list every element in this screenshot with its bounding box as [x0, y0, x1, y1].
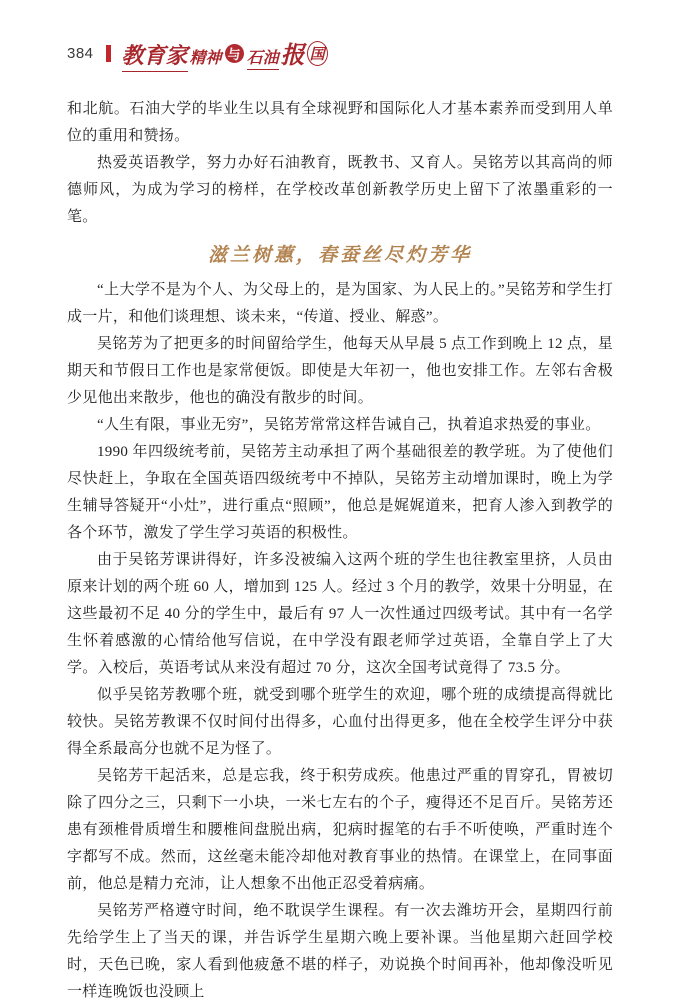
- section-heading: 滋兰树蕙，春蚕丝尽灼芳华: [207, 245, 472, 266]
- logo-text-shiyou: 石油: [247, 45, 279, 70]
- book-title-logo: [122, 35, 328, 72]
- section-paragraph: 吴铭芳严格遵守时间，绝不耽误学生课程。有一次去潍坊开会，星期四行前先给学生上了当天的课，并告诉学生星期六晚上要补课。当他星期六赶回学校时，天色已晚，家人看到他疲惫不堪的样子，劝说换个时间再补，他却像没听见一样连晚饭也没顾上: [67, 903, 613, 1000]
- section-paragraph: “人生有限，事业无穷”，吴铭芳常常这样告诫自己，执着追求热爱的事业。: [97, 417, 601, 433]
- page-number: 384: [67, 44, 94, 62]
- header-divider-bar: [106, 45, 111, 62]
- intro-paragraph: 和北航。石油大学的毕业生以具有全球视野和国际化人才基本素养而受到用人单位的重用和赞扬。: [67, 101, 613, 144]
- logo-circled-guo: 国: [307, 41, 328, 66]
- section-paragraph: “上大学不是为个人、为父母上的，是为国家、为人民上的。”吴铭芳和学生打成一片，和他们谈理想、谈未来，“传道、授业、解惑”。: [67, 282, 613, 325]
- section-paragraph: 似乎吴铭芳教哪个班，就受到哪个班学生的欢迎，哪个班的成绩提高得就比较快。吴铭芳教课不仅时间付出得多，心血付出得更多，他在全校学生评分中获得全系最高分也就不足为怪了。: [67, 687, 613, 757]
- section-paragraph: 吴铭芳为了把更多的时间留给学生，他每天从早晨 5 点工作到晚上 12 点，星期天和节假日工作也是家常便饭。即使是大年初一，他也安排工作。左邻右舍极少见他出来散步，他也的确没有散步的时间。: [67, 336, 613, 406]
- section-paragraph: 吴铭芳干起活来，总是忘我，终于积劳成疾。他患过严重的胃穿孔，胃被切除了四分之三，只剩下一小块，一米七左右的个子，瘦得还不足百斤。吴铭芳还患有颈椎骨质增生和腰椎间盘脱出病，犯病时握笔的右手不听使唤，严重时连个字都写不成。然而，这丝毫未能冷却他对教育事业的热情。在课堂上，在同事面前，他总是精力充沛，让人想象不出他正忍受着病痛。: [67, 768, 613, 892]
- logo-text-jingshen: 精神: [189, 49, 222, 67]
- page-body-text: [67, 96, 613, 1006]
- logo-text-bao: 报: [280, 42, 305, 69]
- page-header: [67, 36, 613, 70]
- logo-text-jiaoyujia: 教育家: [122, 39, 188, 72]
- section-paragraph: 1990 年四级统考前，吴铭芳主动承担了两个基础很差的教学班。为了使他们尽快赶上，争取在全国英语四级统考中不掉队，吴铭芳主动增加课时，晚上为学生辅导答疑开“小灶”，进行重点“照顾”，他总是娓娓道来，把育人渗入到教学的各个环节，激发了学生学习英语的积极性。: [67, 444, 613, 541]
- logo-circle-yu: 与: [225, 44, 244, 63]
- intro-paragraph: 热爱英语教学，努力办好石油教育，既教书、又育人。吴铭芳以其高尚的师德师风，为成为学习的榜样，在学校改革创新教学历史上留下了浓墨重彩的一笔。: [67, 155, 613, 225]
- section-paragraph: 由于吴铭芳课讲得好，许多没被编入这两个班的学生也往教室里挤，人员由原来计划的两个班 60 人，增加到 125 人。经过 3 个月的教学，效果十分明显，在这些最初不足 40 分的学生中，最后有 97 人一次性通过四级考试。其中有一名学生怀着感激的心情给他写信说，在中学没有跟老师学过英语，全靠自学上了大学。入校后，英语考试从来没有超过 70 分，这次全国考试竟得了 73.5 分。: [67, 552, 613, 676]
